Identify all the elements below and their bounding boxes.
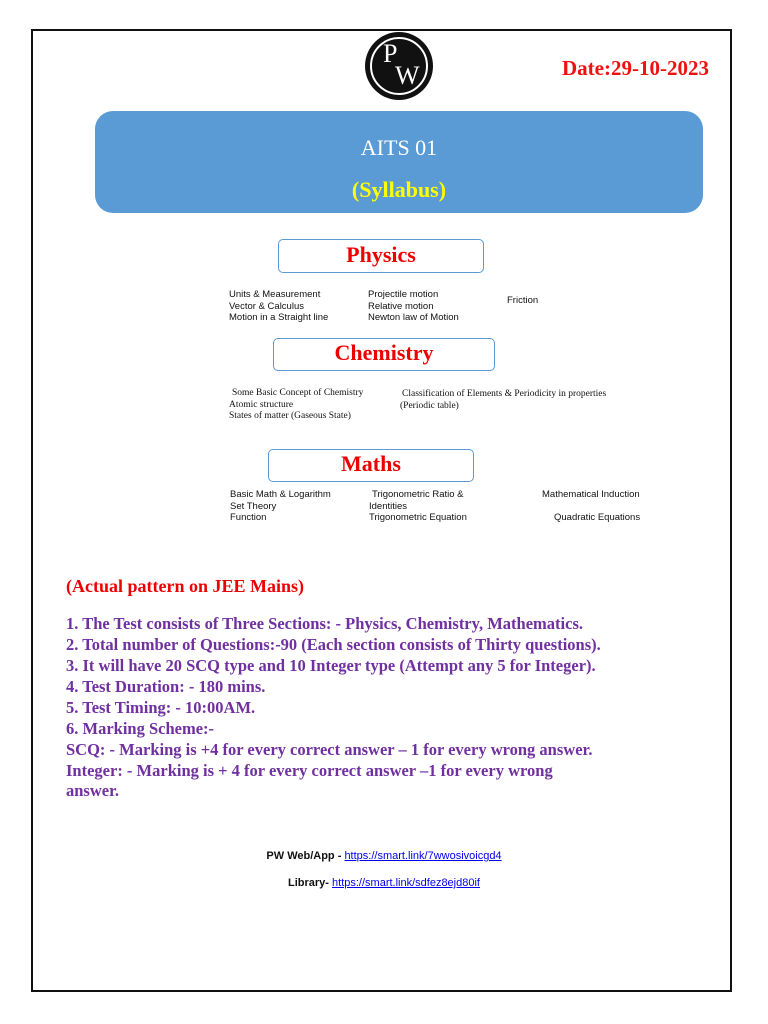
logo-letter-p: P <box>383 39 398 68</box>
topic-item: Newton law of Motion <box>368 312 459 323</box>
pattern-rule: Integer: - Marking is + 4 for every correct answer –1 for every wrong <box>66 761 553 780</box>
chemistry-topics-col2 <box>400 389 606 412</box>
pattern-rule: 1. The Test consists of Three Sections: - Physics, Chemistry, Mathematics. <box>66 614 583 633</box>
footer-web <box>0 850 768 862</box>
pw-logo <box>365 32 433 100</box>
topic-item: Some Basic Concept of Chemistry <box>232 388 364 398</box>
library-label: Library- <box>288 877 333 889</box>
physics-heading: Physics <box>278 239 484 273</box>
pattern-rule: 6. Marking Scheme:- <box>66 719 215 738</box>
topic-item: Identities <box>369 500 408 512</box>
topic-item: Atomic structure <box>229 399 294 410</box>
chemistry-topics-col1 <box>229 388 363 423</box>
maths-topic-induction: Mathematical Induction <box>542 489 640 500</box>
banner-title: AITS 01 <box>360 135 438 160</box>
topic-item: (Periodic table) <box>400 400 459 411</box>
maths-topics-col1 <box>230 489 331 524</box>
topic-item: Projectile motion <box>368 289 439 300</box>
pattern-rule: answer. <box>66 781 120 800</box>
topic-item: Trigonometric Equation <box>369 512 467 523</box>
topic-item: Basic Math & Logarithm <box>230 489 331 500</box>
physics-topics-col2 <box>368 289 459 324</box>
topic-item: Friction <box>507 295 539 306</box>
topic-item: Vector & Calculus <box>229 300 304 312</box>
footer-library <box>0 877 768 889</box>
chemistry-heading: Chemistry <box>273 338 495 371</box>
maths-topics-col2 <box>369 489 467 524</box>
topic-item: Relative motion <box>368 300 434 312</box>
physics-topics-col1 <box>229 289 328 324</box>
pattern-rule: 2. Total number of Questions:-90 (Each section consists of Thirty questions). <box>66 635 601 654</box>
topic-item: Trigonometric Ratio & <box>372 489 464 500</box>
maths-topic-quadratic: Quadratic Equations <box>554 512 641 523</box>
topic-item: States of matter (Gaseous State) <box>229 411 351 421</box>
web-link[interactable]: https://smart.link/7wwosivoicgd4 <box>344 850 502 862</box>
pattern-rule: SCQ: - Marking is +4 for every correct answer – 1 for every wrong answer. <box>66 740 593 759</box>
topic-item: Function <box>230 512 267 523</box>
pattern-rule: 4. Test Duration: - 180 mins. <box>66 677 266 696</box>
pattern-rule: 5. Test Timing: - 10:00AM. <box>66 698 256 717</box>
logo-letter-w: W <box>395 61 420 90</box>
topic-item: Units & Measurement <box>229 289 321 300</box>
banner-subtitle: (Syllabus) <box>351 177 447 202</box>
test-date: Date:29-10-2023 <box>562 56 709 80</box>
topic-item: Set Theory <box>230 500 277 512</box>
library-link[interactable]: https://smart.link/sdfez8ejd80if <box>332 877 480 889</box>
pattern-rule: 3. It will have 20 SCQ type and 10 Integer type (Attempt any 5 for Integer). <box>66 656 596 675</box>
topic-item: Classification of Elements & Periodicity in properties <box>402 389 607 399</box>
maths-heading: Maths <box>268 449 474 482</box>
pattern-heading: (Actual pattern on JEE Mains) <box>66 576 304 596</box>
physics-topics-col3 <box>507 295 538 307</box>
topic-item: Motion in a Straight line <box>229 312 329 323</box>
web-label: PW Web/App - <box>266 850 345 862</box>
title-banner <box>95 111 703 213</box>
